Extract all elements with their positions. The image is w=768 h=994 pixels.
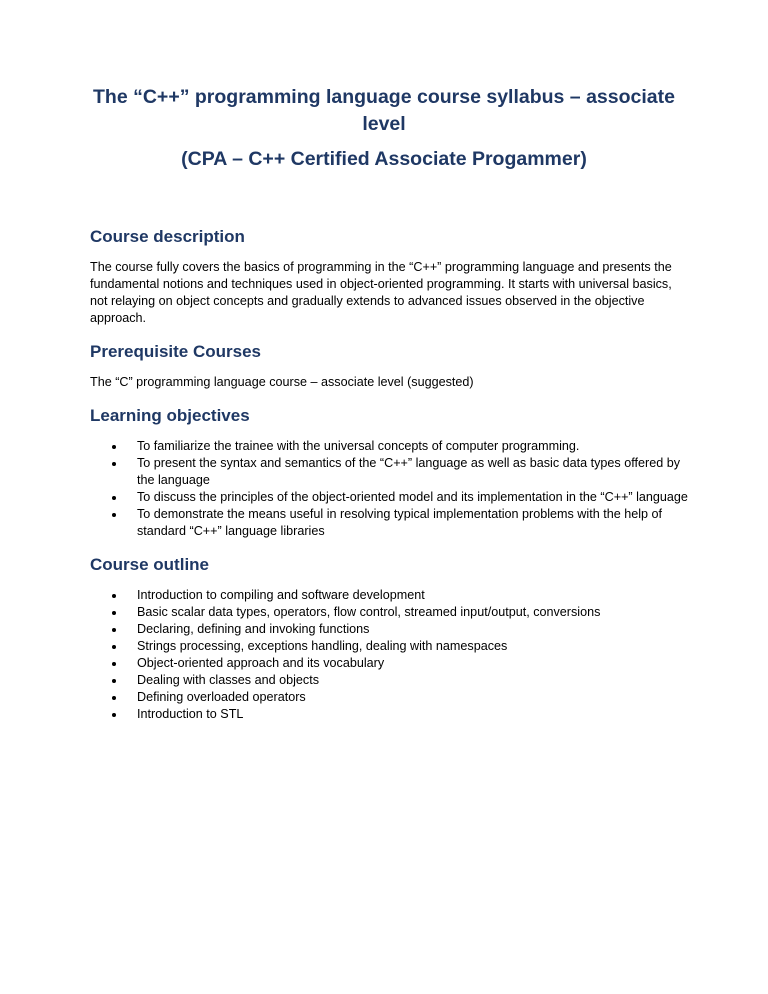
document-body — [90, 226, 690, 737]
bullet-icon — [112, 594, 116, 598]
bullet-icon — [112, 645, 116, 649]
section-heading-course-description: Course description — [90, 227, 245, 246]
list-item-text: Introduction to compiling and software development — [137, 588, 425, 602]
section-course-outline — [90, 554, 690, 723]
list-item-text: To familiarize the trainee with the universal concepts of computer programming. — [137, 439, 580, 453]
list-item-text: Dealing with classes and objects — [137, 673, 320, 687]
section-heading-learning-objectives: Learning objectives — [90, 406, 250, 425]
document-title-line-1: The “C++” programming language course syllabus – associate — [93, 86, 675, 108]
list-item — [90, 655, 690, 672]
list-item-text: Strings processing, exceptions handling, dealing with namespaces — [137, 639, 508, 653]
list-item — [90, 621, 690, 638]
list-item-text: Basic scalar data types, operators, flow control, streamed input/output, conversions — [137, 605, 601, 619]
section-course-description — [90, 226, 690, 327]
list-item-text: To demonstrate the means useful in resolving typical implementation problems with the help of standard “C++” language libraries — [137, 507, 663, 538]
document-title — [90, 84, 678, 138]
list-item-text: To present the syntax and semantics of the “C++” language as well as basic data types offered by the language — [137, 456, 681, 487]
bullet-icon — [112, 628, 116, 632]
section-learning-objectives — [90, 405, 690, 540]
list-item — [90, 587, 690, 604]
list-item-text: To discuss the principles of the object-oriented model and its implementation in the “C++” language — [137, 490, 688, 504]
bullet-icon — [112, 462, 116, 466]
list-item-text: Declaring, defining and invoking functions — [137, 622, 370, 636]
bullet-icon — [112, 445, 116, 449]
bullet-icon — [112, 662, 116, 666]
list-item — [90, 604, 690, 621]
list-item — [90, 506, 690, 540]
course-description-text: The course fully covers the basics of programming in the “C++” programming language and presents the fundamental notions and techniques used in object-oriented programming. It starts with universal basics, not relaying on object concepts and gradually extends to advanced issues observed in the objective approach. — [90, 260, 672, 325]
list-item-text: Introduction to STL — [137, 707, 244, 721]
bullet-icon — [112, 679, 116, 683]
list-item — [90, 689, 690, 706]
prerequisite-text: The “C” programming language course – associate level (suggested) — [90, 375, 474, 389]
bullet-icon — [112, 611, 116, 615]
bullet-icon — [112, 713, 116, 717]
course-outline-list — [90, 587, 690, 723]
section-heading-prerequisite-courses: Prerequisite Courses — [90, 342, 262, 361]
document-subtitle: (CPA – C++ Certified Associate Progammer) — [181, 148, 587, 170]
section-prerequisite-courses — [90, 341, 690, 391]
list-item — [90, 438, 690, 455]
bullet-icon — [112, 496, 116, 500]
list-item — [90, 706, 690, 723]
list-item — [90, 638, 690, 655]
list-item — [90, 489, 690, 506]
list-item-text: Defining overloaded operators — [137, 690, 306, 704]
list-item — [90, 455, 690, 489]
bullet-icon — [112, 513, 116, 517]
section-heading-course-outline: Course outline — [90, 555, 210, 574]
list-item — [90, 672, 690, 689]
learning-objectives-list — [90, 438, 690, 540]
bullet-icon — [112, 696, 116, 700]
document-title-line-2: level — [362, 113, 406, 135]
list-item-text: Object-oriented approach and its vocabulary — [137, 656, 385, 670]
